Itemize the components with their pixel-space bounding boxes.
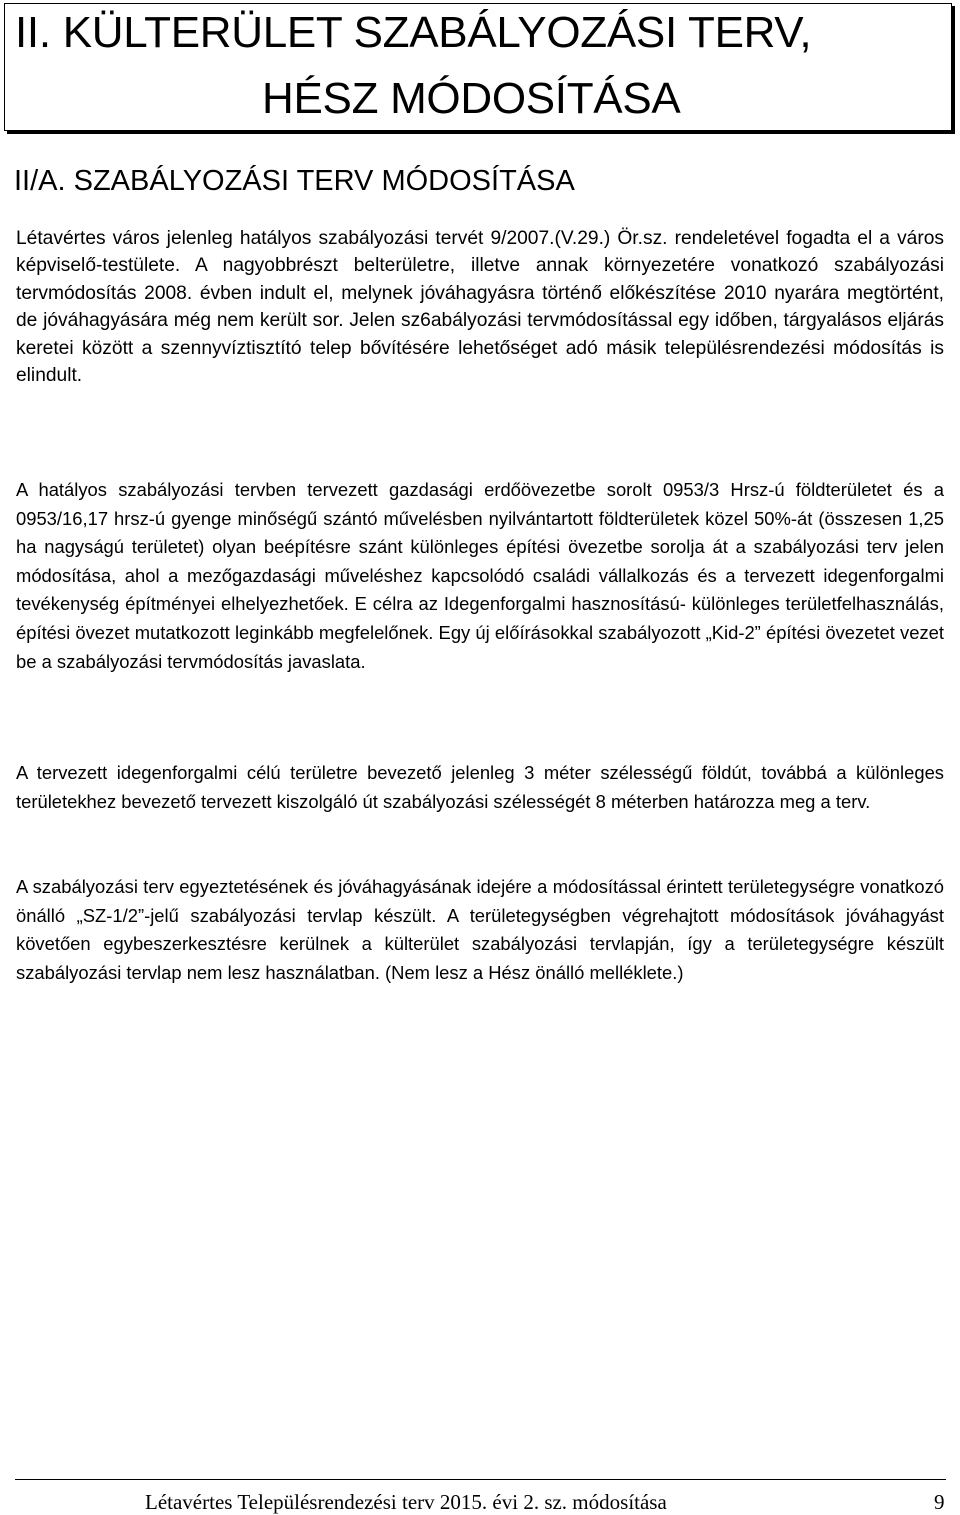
document-title-line-2: HÉSZ MÓDOSÍTÁSA <box>262 74 681 123</box>
footer-title: Létavértes Településrendezési terv 2015. évi 2. sz. módosítása <box>145 1490 667 1514</box>
paragraph-road-width: A tervezett idegenforgalmi célú területre bevezető jelenleg 3 méter szélességű földút, továbbá a különleges területekhez bevezető tervezett kiszolgáló út szabályozási szélességét 8 méterben határozza meg a terv. <box>16 762 944 812</box>
section-heading: II/A. SZABÁLYOZÁSI TERV MÓDOSÍTÁSA <box>14 165 575 197</box>
paragraph-zoning-change: A hatályos szabályozási tervben tervezett gazdasági erdőövezetbe sorolt 0953/3 Hrsz-ú földterületet és a 0953/16,17 hrsz-ú gyenge minőségű szántó művelésben nyilvántartott földterületek közel 50%-át (összesen 1,25 ha nagyságú területet) olyan beépítésre szánt különleges építési övezetbe sorolja át a szabályozási terv jelen módosítása, ahol a mezőgazdasági műveléshez kapcsolódó családi vállalkozás és a tervezett idegenforgalmi tevékenység építményei elhelyezhetőek. E célra az Idegenforgalmi hasznosítású- különleges területfelhasználás, építési övezet mutatkozott leginkább megfelelőnek. Egy új előírásokkal szabályozott „Kid-2” építési övezetet vezet be a szabályozási tervmódosítás javaslata. <box>16 479 944 672</box>
document-title-line-1: II. KÜLTERÜLET SZABÁLYOZÁSI TERV, <box>15 8 812 57</box>
paragraph-intro: Létavértes város jelenleg hatályos szabályozási tervét 9/2007.(V.29.) Ör.sz. rendeletével fogadta el a város képviselő-testülete. A nagyobbrészt belterületre, illetve annak környezetére vonatkozó szabályozási tervmódosítás 2008. évben indult el, melynek jóváhagyásra történő előkészítése 2010 nyarára megtörtént, de jóváhagyására még nem került sor. Jelen sz6abályozási tervmódosítással egy időben, tárgyalásos eljárás keretei között a szennyvíztisztító telep bővítésére lehetőséget adó másik településrendezési módosítás is elindult. <box>16 228 944 387</box>
document-title-box <box>4 3 952 131</box>
paragraph-plan-sheet: A szabályozási terv egyeztetésének és jóváhagyásának idejére a módosítással érintett területegységre vonatkozó önálló „SZ-1/2”-jelű szabályozási tervlap készült. A területegységben végrehajtott módosítások jóváhagyást követően egybeszerkesztésre kerülnek a külterület szabályozási tervlapján, így a területegységre készült szabályozási tervlap nem lesz használatban. (Nem lesz a Hész önálló melléklete.) <box>16 876 944 983</box>
footer-divider <box>15 1479 946 1480</box>
page-number: 9 <box>934 1490 945 1514</box>
